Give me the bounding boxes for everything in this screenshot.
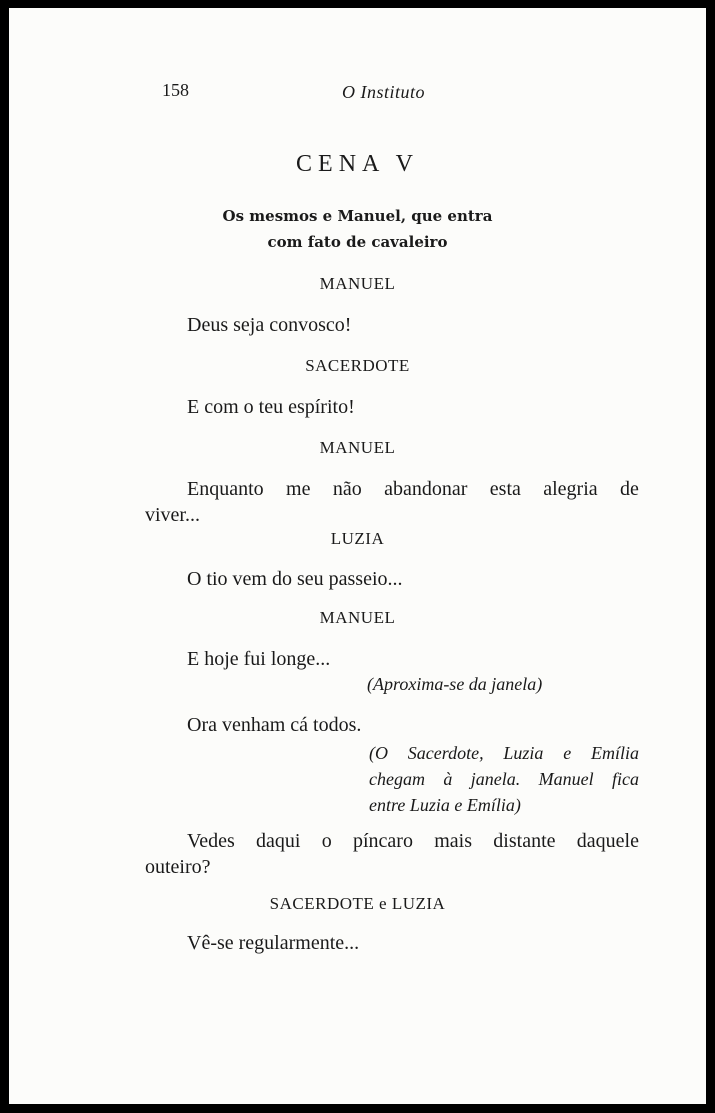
word: Sacerdote, [407, 743, 484, 763]
stage-direction-line [369, 740, 639, 766]
word: Emília [590, 743, 639, 763]
dialogue-line: Ora venham cá todos. [187, 714, 362, 736]
word: distante [493, 830, 556, 852]
dialogue-line-continuation: viver... [145, 504, 200, 526]
speaker-manuel: MANUEL [319, 608, 396, 627]
page-number: 158 [162, 80, 189, 100]
scene-subtitle-line1: Os mesmos e Manuel, que entra [222, 207, 493, 225]
stage-direction: (Aproxima-se da janela) [367, 674, 543, 694]
dialogue-line: O tio vem do seu passeio... [187, 568, 403, 590]
dialogue-line: Deus seja convosco! [187, 314, 352, 336]
word: janela. [470, 769, 521, 789]
word: não [332, 478, 362, 500]
word: alegria [543, 478, 598, 500]
scene-subtitle-line2: com fato de cavaleiro [267, 233, 448, 251]
word: me [286, 478, 311, 500]
word: Vedes [187, 830, 235, 852]
dialogue-line-continuation: outeiro? [145, 856, 211, 878]
running-title: O Instituto [342, 82, 426, 102]
word: Enquanto [187, 478, 264, 500]
word: chegam [369, 769, 425, 789]
word: esta [489, 478, 521, 500]
word: fica [611, 769, 639, 789]
word: mais [434, 830, 473, 852]
dialogue-line-justified [187, 830, 639, 853]
speaker-manuel: MANUEL [319, 438, 396, 457]
stage-direction-block [369, 740, 639, 818]
dialogue-line: E hoje fui longe... [187, 648, 331, 670]
word: Manuel [538, 769, 594, 789]
dialogue-line: Vê-se regularmente... [187, 932, 360, 954]
speaker-luzia: LUZIA [330, 529, 385, 548]
word: Luzia [503, 743, 544, 763]
word: o [321, 830, 332, 852]
speaker-manuel: MANUEL [319, 274, 396, 293]
stage-direction-line: entre Luzia e Emília) [369, 795, 521, 815]
word: píncaro [353, 830, 413, 852]
word: (O [369, 743, 388, 763]
word: à [443, 769, 453, 789]
speaker-sacerdote: SACERDOTE [305, 356, 410, 375]
word: e [563, 743, 572, 763]
word: daqui [256, 830, 301, 852]
dialogue-line-justified [187, 478, 639, 501]
book-page [9, 8, 706, 1104]
word: abandonar [384, 478, 468, 500]
scene-title: CENA V [296, 151, 419, 177]
word: de [620, 478, 639, 500]
dialogue-line: E com o teu espírito! [187, 396, 355, 418]
word: daquele [576, 830, 639, 852]
speaker-sacerdote-luzia: SACERDOTE e LUZIA [269, 894, 446, 913]
stage-direction-line [369, 766, 639, 792]
